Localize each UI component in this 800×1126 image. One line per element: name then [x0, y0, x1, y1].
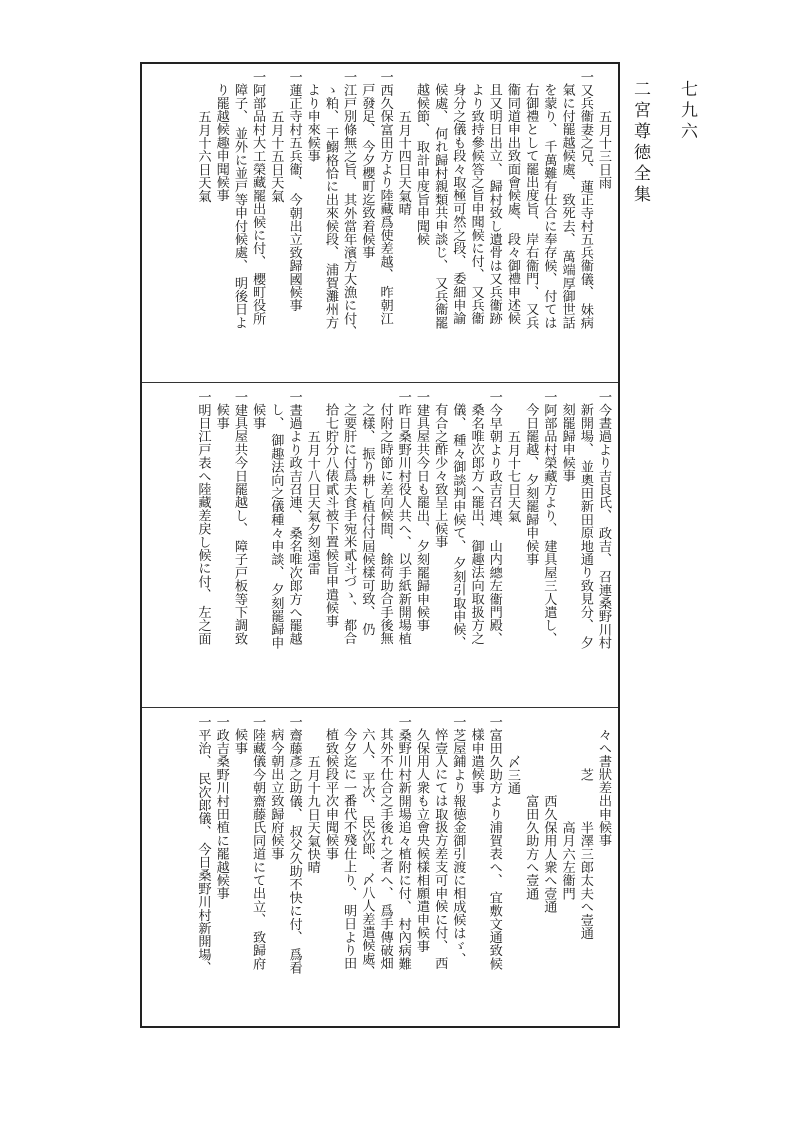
- text-column: 〆三通: [504, 754, 520, 795]
- book-title: 二宮尊徳全集: [630, 80, 650, 206]
- text-column: 刻罷歸申候事: [559, 403, 575, 483]
- text-column: 芝 半澤三郎太夫へ壹通: [577, 767, 593, 940]
- text-column: より致持參候答之旨申聞候に付、 又兵衞: [468, 83, 484, 325]
- text-column: し、 御趣法向之儀種々申談、 夕刻罷歸申: [268, 403, 284, 650]
- text-column: 候處、 何れ歸村親類共申談じ、 又兵衞罷: [432, 83, 448, 330]
- text-column: 候事: [231, 728, 247, 755]
- text-column: 五月十八日天氣夕刻遠雷: [304, 429, 320, 575]
- text-column: 一芝屋鋪より報徳金御引渡に相成候はゞ、: [450, 715, 466, 966]
- text-column: 久保用人衆も立會央候樣相願遣申候事: [413, 728, 429, 953]
- text-column: 有合之酢少々致呈上候事: [432, 403, 448, 549]
- text-column: 一富田久助方より浦賀表へ、 宜敷文通致候: [486, 715, 502, 970]
- text-column: 五月十五日天氣: [268, 109, 284, 202]
- text-column: 一今晝過より吉良氏、 政吉、 召連桑野川村: [596, 390, 611, 650]
- text-column: 儀、 種々御談判申候て、 夕刻引取申候、: [450, 403, 466, 650]
- text-column: 障子、 並外に並戸等申付候處、 明後日よ: [231, 83, 247, 330]
- text-frame: [140, 62, 620, 1028]
- text-column: 桑名唯次郎方へ罷出、 御趣法向取扱方之: [468, 403, 484, 645]
- text-column: 一晝過より政吉召連、 桑名唯次郎方へ罷越: [286, 390, 302, 645]
- text-column: 一今早朝より政吉召連、 山内總左衞門殿、: [486, 390, 502, 645]
- text-column: 高月六左衞門: [559, 767, 575, 900]
- text-column: 病今朝出立致歸府候事: [268, 728, 284, 861]
- text-column: 五月十六日天氣: [195, 109, 211, 202]
- text-column: 一阿部品村大工榮藏罷出候に付、 櫻町役所: [250, 70, 266, 325]
- text-column: 今夕迄に一番代不殘仕上り、 明日より田: [341, 728, 357, 970]
- text-column: ゝ粕、 干鰯格恰に出來候段、 浦賀灘州方: [322, 83, 338, 330]
- text-column: 一西久保富田方より陸藏爲使差越、 昨朝江: [377, 70, 393, 325]
- text-column: 新開場、 並奧田新田原地通り致見分、 夕: [577, 403, 593, 650]
- text-column: 一政吉桑野川村田植に罷越候事: [213, 715, 229, 900]
- text-column: 植致候段平次申聞候事: [322, 728, 338, 861]
- text-column: 五月十四日天氣晴: [395, 109, 411, 216]
- panel-divider: [142, 707, 618, 708]
- text-column: 候事: [213, 403, 229, 430]
- text-column: 氣に付罷越候處、 致死去、 萬端厚御世話: [559, 83, 575, 330]
- text-column: 一蓮正寺村五兵衞、 今朝出立致歸國候事: [286, 70, 302, 312]
- panel-divider: [142, 382, 618, 383]
- text-column: 五月十九日天氣快晴: [304, 754, 320, 874]
- text-column: 一陸藏儀今朝齋藤氏同道にて出立、 致歸府: [250, 715, 266, 970]
- text-column: 一桑野川村新開場追々植附に付、 村內病難: [395, 715, 411, 970]
- text-column: 一昨日桑野川村役人共へ、 以手紙新開場植: [395, 390, 411, 645]
- text-column: 五月十七日天氣: [504, 429, 520, 522]
- text-panel-top: [142, 64, 618, 382]
- text-column: 身分之儀も段々取極可然之段、 委細申諭: [450, 83, 466, 325]
- text-column: 々へ書狀差出申候事: [596, 728, 611, 847]
- text-column: 一建具屋共今日も罷出、 夕刻罷歸申候事: [413, 390, 429, 632]
- text-column: 且又明日出立、 歸村致し遺骨は又兵衞跡: [486, 83, 502, 325]
- text-column: 六人、 平次、 民次郎、 〆八人差遣候處、: [359, 728, 375, 979]
- page-number: 七九六: [677, 80, 697, 143]
- text-column: を蒙り、 千萬難有仕合に奉存候、 付ては: [541, 83, 557, 330]
- text-column: 之要肝に付爲夫食手宛米貳斗づゝ、 都合: [341, 403, 357, 645]
- text-column: 一齋藤彥之助儀、 叔父久助不快に付、 爲看: [286, 715, 302, 975]
- text-column: 五月十三日雨: [596, 109, 611, 189]
- text-column: 一又兵衞妻之兄、 蓮正寺村五兵衞儀、 妹病: [577, 70, 593, 330]
- text-column: 衞同道申出致面會候處、 段々御禮申述候: [504, 83, 520, 325]
- text-column: 一建具屋共今日罷越し、 障子戸板等下調致: [231, 390, 247, 645]
- text-column: 候事: [250, 403, 266, 430]
- text-column: 其外不仕合之手後れ之者へ、 爲手傳破畑: [377, 728, 393, 970]
- text-column: 付附之時節に差向候間、 餘荷助合手後無: [377, 403, 393, 645]
- text-column: 之樣、 振り耕し植付付屆候樣可致、 仍: [359, 403, 375, 636]
- text-column: 一平治、 民次郎儀、 今日桑野川村新開場、: [195, 715, 211, 975]
- text-column: 西久保用人衆へ壹通: [541, 767, 557, 913]
- text-column: 一江戸別條無之旨、 其外當年濱方大漁に付、: [341, 70, 357, 339]
- text-column: 一明日江戸表へ陸藏差戻し候に付、 左之面: [195, 390, 211, 645]
- text-column: 一阿部品村榮藏方より、 建具屋三人遣し、: [541, 390, 557, 645]
- text-column: 悴壹人にては取扱方差支可申候に付、 西: [432, 728, 448, 970]
- text-column: 越候節、 取計申度旨申聞候: [413, 83, 429, 246]
- text-column: 樣申遣候事: [468, 728, 484, 795]
- text-column: 戸發足、 今夕櫻町迄致着候事: [359, 83, 375, 259]
- text-panel-middle: [142, 384, 618, 706]
- text-column: 今日罷越、 夕刻罷歸申候事: [523, 403, 539, 566]
- text-column: 拾七貯分八俵貳斗被下置候旨申遣候事: [322, 403, 338, 628]
- text-panel-bottom: [142, 709, 618, 1027]
- text-column: より申來候事: [304, 83, 320, 163]
- text-column: 右御禮として罷出度旨、 岸右衞門、 又兵: [523, 83, 539, 330]
- text-column: 富田久助方へ壹通: [523, 767, 539, 900]
- text-column: り罷越候趣申聞候事: [213, 83, 229, 202]
